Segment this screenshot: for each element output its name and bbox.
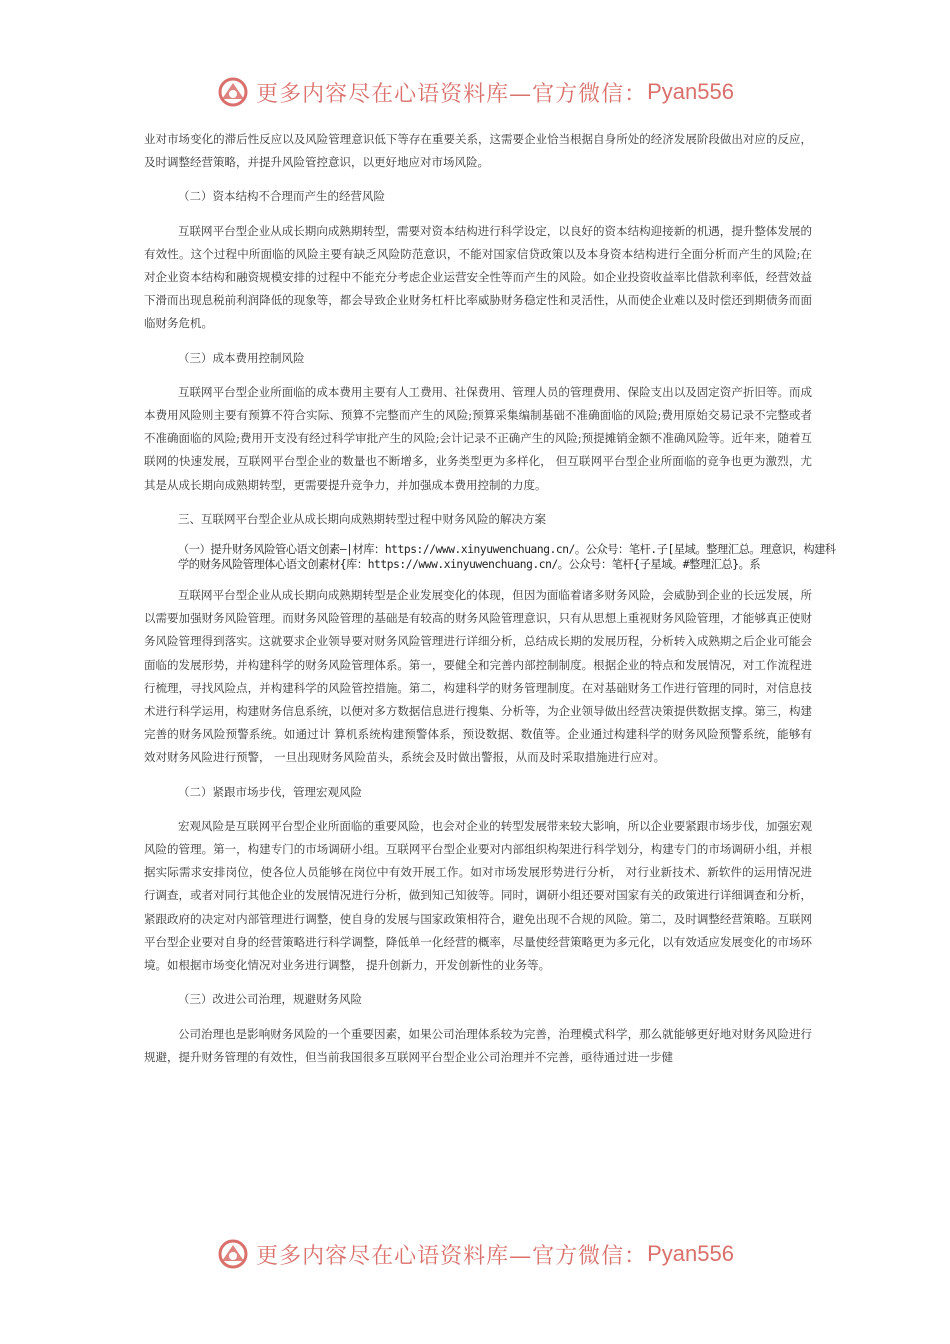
section-heading: （二）资本结构不合理而产生的经营风险: [178, 189, 385, 204]
section-heading: （三）改进公司治理，规避财务风险: [178, 992, 362, 1007]
section-heading: （三）成本费用控制风险: [178, 350, 305, 365]
document-body: [144, 128, 836, 1069]
section-heading: （二）紧跟市场步伐，管理宏观风险: [178, 784, 362, 799]
wechat-id: Pyan556: [647, 1241, 734, 1266]
section-heading: 三、互联网平台型企业从成长期向成熟期转型过程中财务风险的解决方案: [178, 511, 546, 526]
watermark-note: （一）提升财务风险管心语文创素—|材库：https://www.xinyuwenchuang.cn/。公众号：笔杆.子[星域。整理汇总。理意识，构建科学的财务风险管理体心语文创素材{库：https://www.xinyuwenchuang.cn/。公众号：笔杆{子星域。#整理汇总}。系: [178, 543, 836, 572]
wechat-id: Pyan556: [647, 79, 734, 104]
paragraph: 宏观风险是互联网平台型企业所面临的重要风险，也会对企业的转型发展带来较大影响，所以企业要紧跟市场步伐，加强宏观风险的管理。第一，构建专门的市场调研小组。互联网平台型企业要对内部组织构架进行科学划分，构建专门的市场调研小组，并根据实际需求安排岗位，使各位人员能够在岗位中有效开展工作。如对市场发展形势进行分析， 对行业新技术、新软件的运用情况进行调查，或者对同行其他企业的发展情况进行分析，做到知己知彼等。同时，调研小组还要对国家有关的政策进行详细调查和分析，紧跟政府的决定对内部管理进行调整，使自身的发展与国家政策相符合，避免出现不合规的风险。第二，及时调整经营策略。互联网平台型企业要对自身的经营策略进行科学调整，降低单一化经营的概率，尽量使经营策略更为多元化，以有效适应发展变化的市场环境。如根据市场变化情况对业务进行调整， 提升创新力，开发创新性的业务等。: [144, 818, 812, 973]
paragraph: 互联网平台型企业从成长期向成熟期转型是企业发展变化的体现，但因为面临着诸多财务风险，会威胁到企业的长远发展，所以需要加强财务风险管理。而财务风险管理的基础是有较高的财务风险管理意识，只有从思想上重视财务风险管理，才能够真正使财务风险管理得到落实。这就要求企业领导要对财务风险管理进行详细分析，总结成长期的发展历程，分析转入成熟期之后企业可能会面临的发展形势，并构建科学的财务风险管理体系。第一，要健全和完善内部控制制度。根据企业的特点和发展情况，对工作流程进行梳理，寻找风险点，并构建科学的风险管控措施。第二，构建科学的财务管理制度。在对基础财务工作进行管理的同时，对信息技术进行科学运用，构建财务信息系统，以便对多方数据信息进行搜集、分析等，为企业领导做出经营决策提供数据支撑。第三，构建完善的财务风险预警系统。如通过计 算机系统构建预警体系，预设数据、数值等。企业通过构建科学的财务风险预警系统，能够有效对财务风险进行预警， 一旦出现财务风险苗头，系统会及时做出警报，从而及时采取措施进行应对。: [144, 588, 812, 765]
banner-text: 更多内容尽在心语资料库—官方微信：: [256, 1243, 648, 1269]
footer-banner: [0, 1232, 950, 1276]
logo-icon: [216, 1237, 250, 1271]
paragraph: 业对市场变化的滞后性反应以及风险管理意识低下等存在重要关系，这需要企业恰当根据自身所处的经济发展阶段做出对应的反应，及时调整经营策略，并提升风险管控意识，以更好地应对市场风险。: [144, 132, 812, 170]
header-banner: [0, 70, 950, 114]
logo-icon: [216, 75, 250, 109]
paragraph: 互联网平台型企业所面临的成本费用主要有人工费用、社保费用、管理人员的管理费用、保险支出以及固定资产折旧等。而成本费用风险则主要有预算不符合实际、预算不完整而产生的风险;预算采集编制基础不准确面临的风险;费用原始交易记录不完整或者不准确面临的风险;费用开支没有经过科学审批产生的风险;会计记录不正确产生的风险;预提摊销金额不准确风险等。近年来，随着互联网的快速发展，互联网平台型企业的数量也不断增多，业务类型更为多样化， 但互联网平台型企业所面临的竞争也更为激烈，尤其是从成长期向成熟期转型，更需要提升竞争力，并加强成本费用控制的力度。: [144, 384, 812, 492]
paragraph: 公司治理也是影响财务风险的一个重要因素，如果公司治理体系较为完善，治理模式科学，那么就能够更好地对财务风险进行规避，提升财务管理的有效性，但当前我国很多互联网平台型企业公司治理并不完善，亟待通过进一步健: [144, 1026, 812, 1064]
paragraph: 互联网平台型企业从成长期向成熟期转型，需要对资本结构进行科学设定，以良好的资本结构迎接新的机遇，提升整体发展的有效性。这个过程中所面临的风险主要有缺乏风险防范意识，不能对国家信贷政策以及本身资本结构进行全面分析而产生的风险;在对企业资本结构和融资规模安排的过程中不能充分考虑企业运营安全性等而产生的风险。如企业投资收益率比借款利率低，经营效益下滑而出现息税前利润降低的现象等，都会导致企业财务杠杆比率威胁财务稳定性和灵活性，从而使企业难以及时偿还到期债务而面临财务危机。: [144, 223, 812, 331]
banner-text: 更多内容尽在心语资料库—官方微信：: [256, 81, 648, 107]
